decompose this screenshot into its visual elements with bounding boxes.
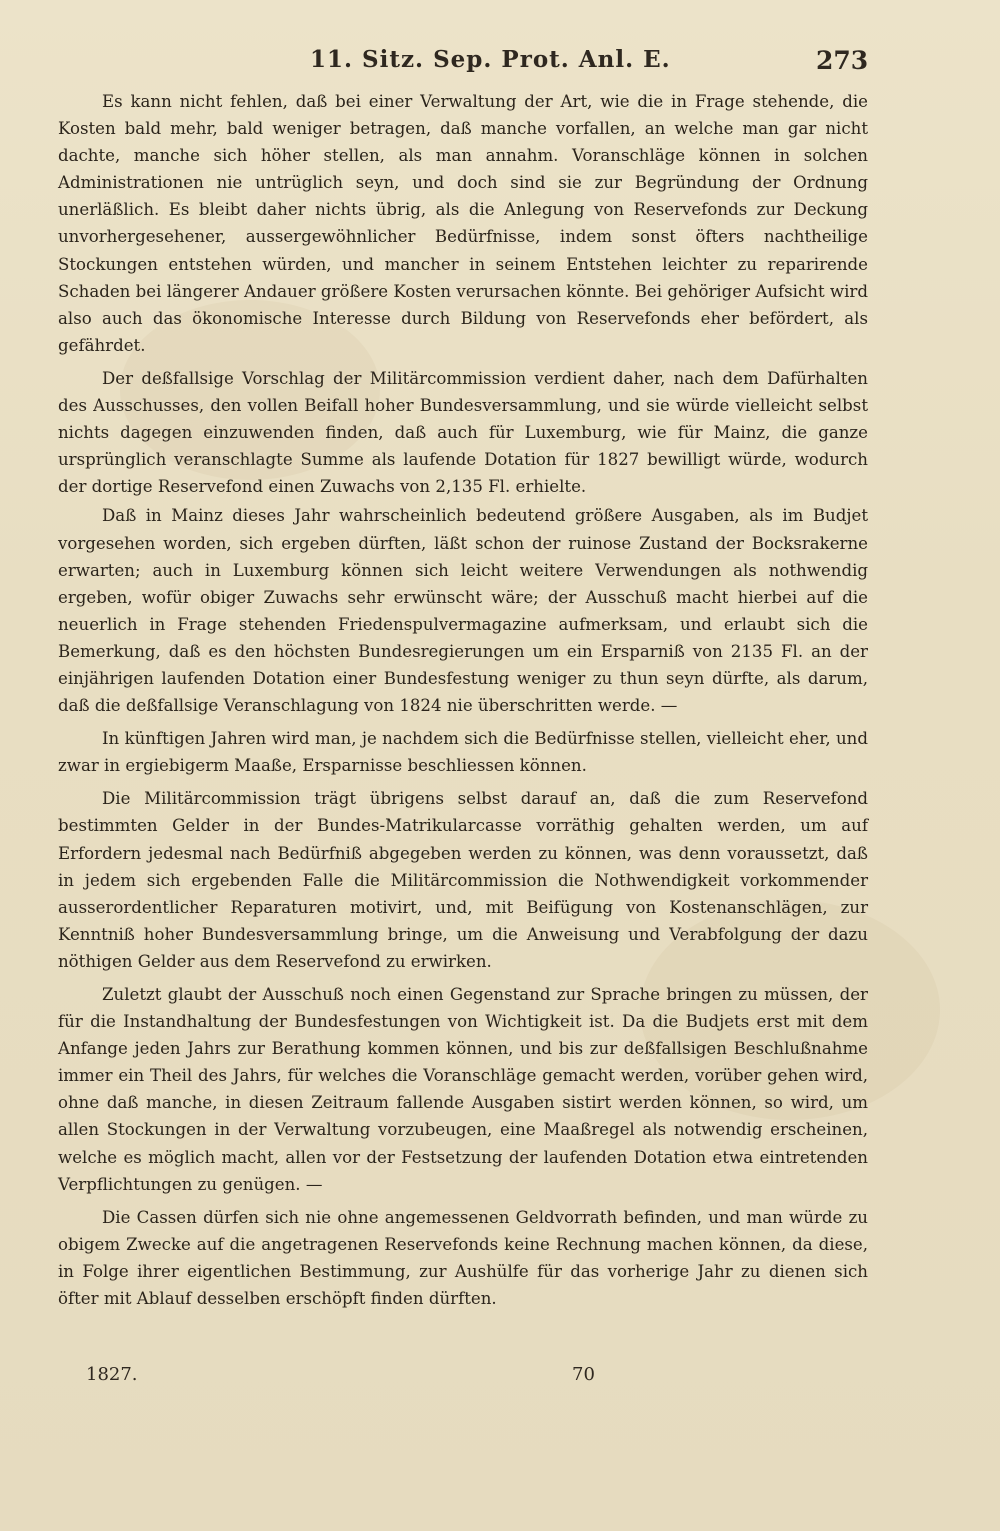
paragraph: Zuletzt glaubt der Ausschuß noch einen Gegenstand zur Sprache bringen zu müssen, der für die Instandhaltung der Bundesfestungen von Wichtigkeit ist. Da die Budjets erst mit dem Anfange jeden Jahrs zur Berathung kommen können, und bis zur deßfallsigen Beschlußnahme immer ein Theil des Jahrs, für welches die Voranschläge gemacht werden, vorüber gehen wird, ohne daß manche, in diesen Zeitraum fallende Ausgaben sistirt werden können, so wird, um allen Stockungen in der Verwaltung vorzubeugen, eine Maaßregel als notwendig erscheinen, welche es möglich macht, allen vor der Festsetzung der laufenden Dotation etwa eintretenden Verpflichtungen zu genügen. — — [58, 985, 868, 1194]
paragraph: Daß in Mainz dieses Jahr wahrscheinlich bedeutend größere Ausgaben, als im Budjet vorgesehen worden, sich ergeben dürften, läßt schon der ruinose Zustand der Bocksrakerne erwarten; auch in Luxemburg können sich leicht weitere Verwendungen als nothwendig ergeben, wofür obiger Zuwachs sehr erwünscht wäre; der Ausschuß macht hierbei auf die neuerlich in Frage stehenden Friedenspulvermagazine aufmerksam, und erlaubt sich die Bemerkung, daß es den höchsten Bundesregierungen um ein Ersparniß von 2135 Fl. an der einjährigen laufenden Dotation einer Bundesfestung weniger zu thun seyn dürfte, als darum, daß die deßfallsige Veranschlagung von 1824 nie überschritten werde. — — [58, 506, 868, 716]
paragraph: Der deßfallsige Vorschlag der Militärcommission verdient daher, nach dem Dafürhalten des Ausschusses, den vollen Beifall hoher Bundesversammlung, und sie würde vielleicht selbst nichts dagegen einzuwenden finden, daß auch für Luxemburg, wie für Mainz, die ganze ursprünglich veranschlagte Summe als laufende Dotation für 1827 bewilligt würde, wodurch der dortige Reservefond einen Zuwachs von 2,135 Fl. erhielte. — [58, 368, 868, 497]
page-header — [0, 46, 1000, 86]
running-head: 11. Sitz. Sep. Prot. Anl. E. — [310, 46, 671, 73]
page-footer — [0, 1364, 1000, 1394]
paragraph: Die Militärcommission trägt übrigens selbst darauf an, daß die zum Reservefond bestimmten Gelder in der Bundes-Matrikularcasse vorräthig gehalten werden, um auf Erfordern jedesmal nach Bedürfniß abgegeben werden zu können, was denn voraussetzt, daß in jedem sich ergebenden Falle die Militärcommission die Nothwendigkeit vorkommender ausserordentlicher Reparaturen motivirt, und, mit Beifügung von Kostenanschlägen, zur Kenntniß hoher Bundesversammlung bringe, um die Anweisung und Verabfolgung der dazu nöthigen Gelder aus dem Reservefond zu erwirken. — [58, 789, 868, 971]
footer-year: 1827. — [86, 1364, 138, 1385]
paragraph: In künftigen Jahren wird man, je nachdem sich die Bedürfnisse stellen, vielleicht eher, und zwar in ergiebigerm Maaße, Ersparnisse beschliessen können. — [58, 729, 868, 776]
sheet-number: 70 — [572, 1364, 595, 1385]
paragraph: Es kann nicht fehlen, daß bei einer Verwaltung der Art, wie die in Frage stehende, die Kosten bald mehr, bald weniger betragen, daß manche vorfallen, an welche man gar nicht dachte, manche sich höher stellen, als man annahm. Voranschläge können in solchen Administrationen nie untrüglich seyn, und doch sind sie zur Begründung der Ordnung unerläßlich. Es bleibt daher nichts übrig, als die Anlegung von Reservefonds zur Deckung unvorhergesehener, aussergewöhnlicher Bedürfnisse, indem sonst öfters nachtheilige Stockungen entstehen würden, und mancher in seinem Entstehen leichter zu reparirende Schaden bei längerer Andauer größere Kosten verursachen könnte. Bei gehöriger Aufsicht wird also auch das ökonomische Interesse durch Bildung von Reservefonds eher befördert, als gefährdet. — [58, 92, 868, 355]
page-number: 273 — [816, 46, 869, 75]
body-text — [58, 88, 868, 1312]
paragraph: Die Cassen dürfen sich nie ohne angemessenen Geldvorrath befinden, und man würde zu obigem Zwecke auf die angetragenen Reservefonds keine Rechnung machen können, da diese, in Folge ihrer eigentlichen Bestimmung, zur Aushülfe für das vorherige Jahr zu dienen sich öfter mit Ablauf desselben erschöpft finden dürften. — [58, 1207, 868, 1309]
